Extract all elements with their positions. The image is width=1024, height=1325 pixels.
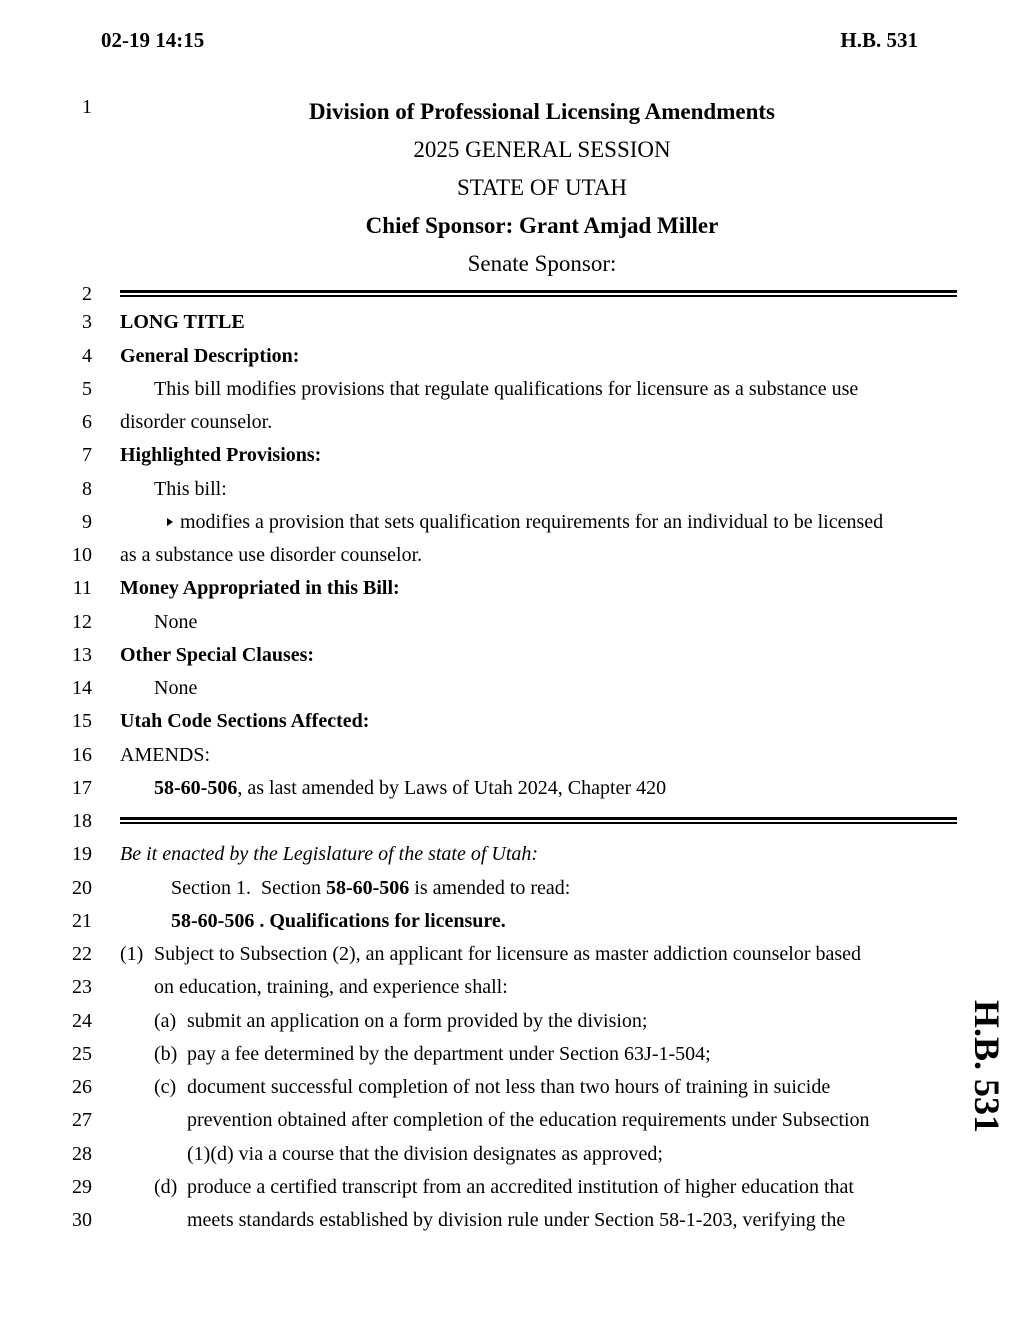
- senate-sponsor: Senate Sponsor:: [467, 251, 617, 276]
- line-number: 2: [82, 283, 92, 306]
- line-number: 28: [72, 1142, 92, 1165]
- item-text: pay a fee determined by the department under Section 63J-1-504;: [187, 1042, 711, 1065]
- line-10: [0, 539, 1024, 572]
- line-number: 17: [72, 776, 92, 799]
- money-appropriated-value: None: [154, 610, 198, 633]
- line-number: 5: [82, 377, 92, 400]
- line-number: 9: [82, 510, 92, 533]
- amended-section-description: , as last amended by Laws of Utah 2024, Chapter 420: [237, 776, 667, 799]
- subsection-text: Subject to Subsection (2), an applicant for licensure as master addiction counselor based: [154, 943, 862, 966]
- subsection-text: on education, training, and experience shall:: [154, 976, 508, 999]
- line-28: [0, 1138, 1024, 1171]
- line-3: [0, 306, 1024, 339]
- line-number: 1: [82, 96, 92, 119]
- line-27: [0, 1104, 1024, 1137]
- item-text: submit an application on a form provided by the division;: [187, 1009, 648, 1032]
- line-19: [0, 838, 1024, 871]
- line-number: 24: [72, 1009, 92, 1032]
- item-text: prevention obtained after completion of the education requirements under Subsection: [187, 1109, 870, 1132]
- highlighted-provisions-intro: This bill:: [154, 477, 227, 500]
- bill-title: Division of Professional Licensing Amendments: [309, 99, 775, 124]
- line-18: [0, 805, 1024, 838]
- line-number: 19: [72, 843, 92, 866]
- highlighted-provision-text: modifies a provision that sets qualification requirements for an individual to be licensed: [180, 510, 884, 533]
- general-description-text: disorder counselor.: [120, 411, 273, 434]
- long-title-heading: LONG TITLE: [120, 311, 245, 334]
- line-14: [0, 672, 1024, 705]
- line-number: 29: [72, 1175, 92, 1198]
- bill-body: [0, 306, 1024, 1237]
- special-clauses-heading: Other Special Clauses:: [120, 643, 315, 666]
- section-intro-prefix: Section 1. Section: [171, 876, 326, 899]
- line-number: 16: [72, 743, 92, 766]
- special-clauses-value: None: [154, 677, 198, 700]
- line-16: [0, 739, 1024, 772]
- line-11: [0, 572, 1024, 605]
- general-description-heading: General Description:: [120, 344, 300, 367]
- line-30: [0, 1204, 1024, 1237]
- line-24: [0, 1005, 1024, 1038]
- section-intro-suffix: is amended to read:: [409, 876, 571, 899]
- line-6: [0, 406, 1024, 439]
- line-number: 13: [72, 643, 92, 666]
- line-number: 27: [72, 1109, 92, 1132]
- line-13: [0, 639, 1024, 672]
- line-8: [0, 473, 1024, 506]
- line-number: 22: [72, 943, 92, 966]
- print-date-time: 02-19 14:15: [101, 28, 205, 52]
- double-rule-divider: [120, 817, 957, 824]
- line-number: 26: [72, 1076, 92, 1099]
- line-number: 25: [72, 1042, 92, 1065]
- double-rule-divider: [120, 290, 957, 297]
- item-label: (d): [154, 1175, 178, 1198]
- line-number: 3: [82, 311, 92, 334]
- line-26: [0, 1071, 1024, 1104]
- enacting-clause: Be it enacted by the Legislature of the state of Utah:: [120, 843, 539, 866]
- line-number: 11: [72, 577, 92, 600]
- line-9: [0, 506, 1024, 539]
- highlighted-provisions-heading: Highlighted Provisions:: [120, 444, 322, 467]
- line-21: [0, 905, 1024, 938]
- section-intro-code: 58-60-506: [325, 876, 410, 899]
- side-bill-number-tab: H.B. 531: [967, 1000, 1007, 1134]
- general-description-text: This bill modifies provisions that regulate qualifications for licensure as a substance use: [154, 377, 859, 400]
- line-number: 10: [72, 544, 92, 567]
- line-number: 18: [72, 810, 92, 833]
- line-number: 15: [72, 710, 92, 733]
- code-sections-heading: Utah Code Sections Affected:: [120, 710, 370, 733]
- line-number: 12: [72, 610, 92, 633]
- line-23: [0, 971, 1024, 1004]
- money-appropriated-heading: Money Appropriated in this Bill:: [120, 577, 400, 600]
- line-number: 21: [72, 909, 92, 932]
- section-heading: 58-60-506 . Qualifications for licensure.: [171, 909, 506, 932]
- section-intro: [171, 872, 570, 905]
- line-25: [0, 1038, 1024, 1071]
- line-12: [0, 606, 1024, 639]
- line-20: [0, 872, 1024, 905]
- line-29: [0, 1171, 1024, 1204]
- line-number: 20: [72, 876, 92, 899]
- line-number: 4: [82, 344, 92, 367]
- item-text: document successful completion of not less than two hours of training in suicide: [187, 1076, 831, 1099]
- line-number: 7: [82, 444, 92, 467]
- amended-section-entry: [154, 772, 666, 805]
- line-4: [0, 340, 1024, 373]
- subsection-label: (1): [120, 943, 144, 966]
- session: 2025 GENERAL SESSION: [413, 137, 671, 162]
- line-15: [0, 705, 1024, 738]
- line-number: 23: [72, 976, 92, 999]
- state: STATE OF UTAH: [456, 175, 628, 200]
- line-number: 14: [72, 677, 92, 700]
- item-text: produce a certified transcript from an accredited institution of higher education that: [187, 1175, 854, 1198]
- triangle-bullet-icon: [167, 518, 173, 526]
- item-text: meets standards established by division rule under Section 58-1-203, verifying the: [187, 1209, 846, 1232]
- item-label: (c): [154, 1076, 177, 1099]
- chief-sponsor: Chief Sponsor: Grant Amjad Miller: [365, 213, 719, 238]
- line-number: 8: [82, 477, 92, 500]
- line-17: [0, 772, 1024, 805]
- item-label: (b): [154, 1042, 178, 1065]
- line-number: 30: [72, 1209, 92, 1232]
- line-number: 6: [82, 411, 92, 434]
- line-7: [0, 439, 1024, 472]
- amended-section-code: 58-60-506: [154, 776, 238, 799]
- highlighted-provision-text: as a substance use disorder counselor.: [120, 544, 423, 567]
- line-5: [0, 373, 1024, 406]
- item-label: (a): [154, 1009, 177, 1032]
- header-bill-number: H.B. 531: [840, 28, 918, 52]
- item-text: (1)(d) via a course that the division designates as approved;: [187, 1142, 663, 1165]
- title-block: [120, 93, 964, 283]
- line-22: [0, 938, 1024, 971]
- amends-label: AMENDS:: [120, 743, 211, 766]
